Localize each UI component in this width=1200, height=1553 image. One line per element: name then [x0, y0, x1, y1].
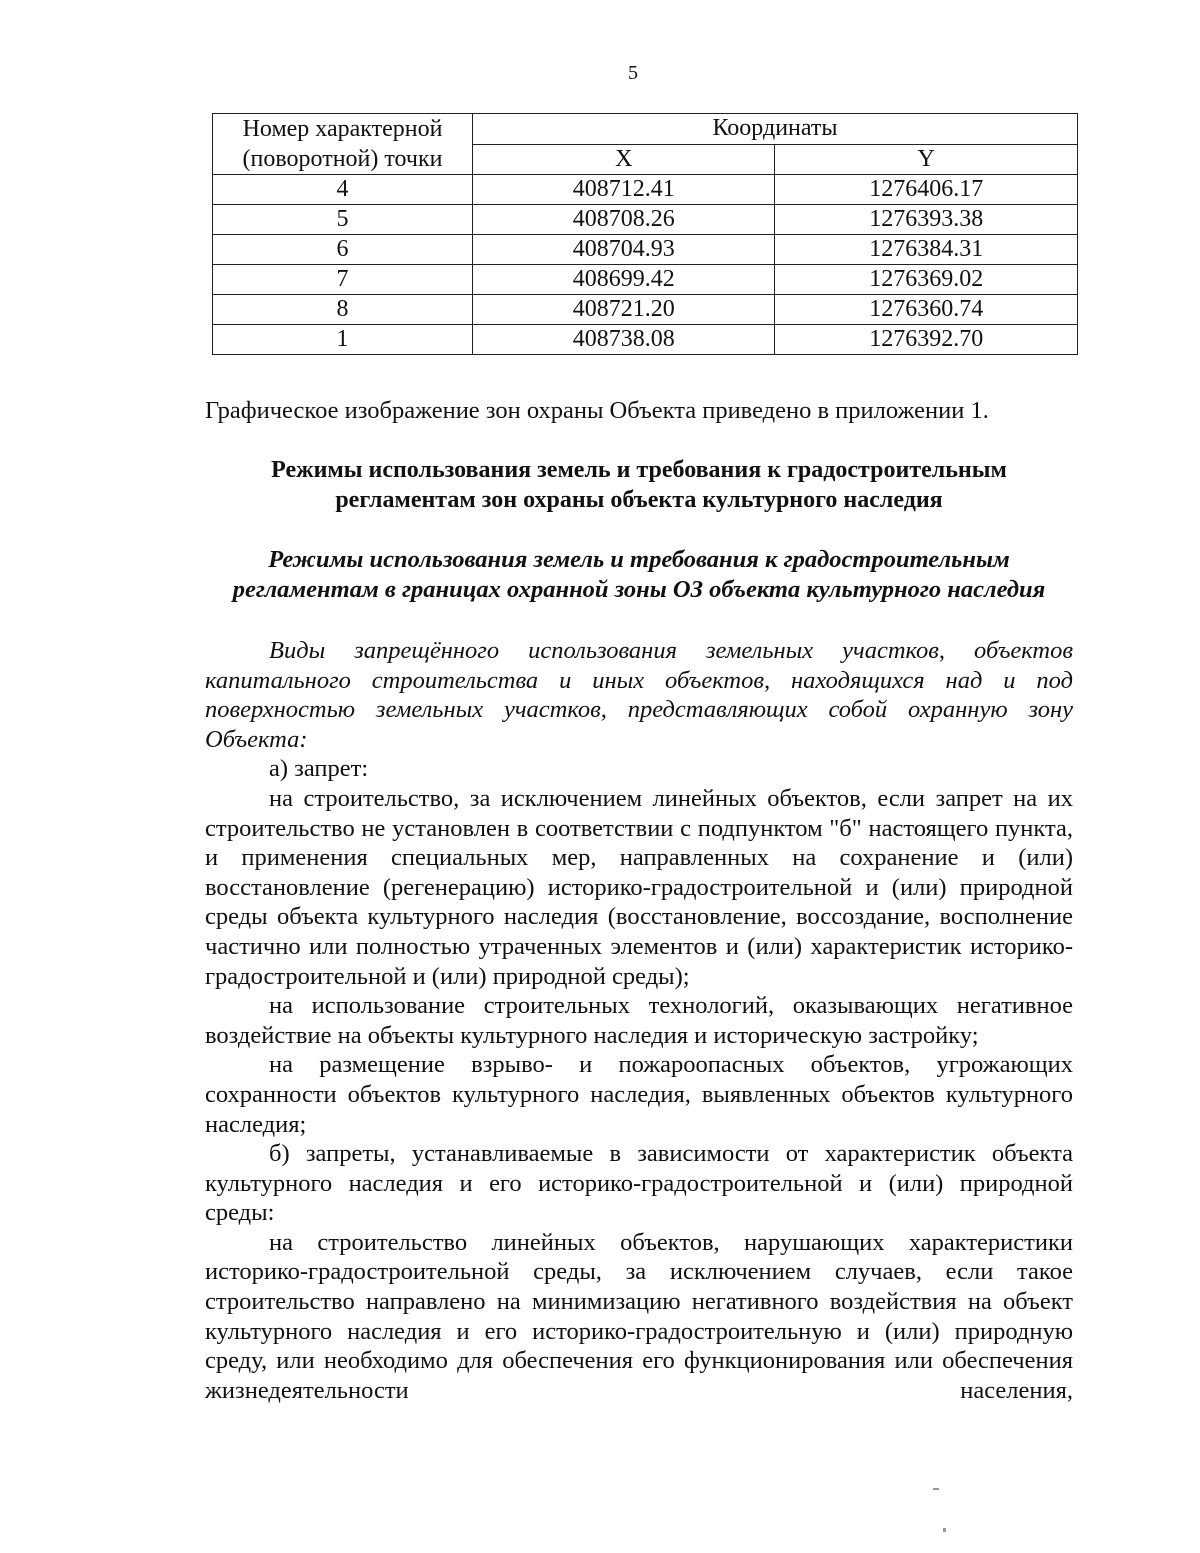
table-row — [213, 175, 1078, 205]
cell-x: 408699.42 — [473, 265, 775, 295]
item-b: б) запреты, устанавливаемые в зависимости от характеристик объекта культурного наследия и его историко-градостроительной и (или) природной среды: — [205, 1140, 1073, 1227]
header-y: Y — [775, 144, 1078, 175]
cell-y: 1276360.74 — [775, 295, 1078, 325]
cell-y: 1276384.31 — [775, 235, 1078, 265]
cell-point: 8 — [213, 295, 473, 325]
heading-main-line2: регламентам зон охраны объекта культурного наследия — [335, 486, 943, 513]
heading-sub-line2: регламентам в границах охранной зоны ОЗ объекта культурного наследия — [232, 576, 1046, 603]
table-row — [213, 235, 1078, 265]
table-header-row — [213, 114, 1078, 145]
heading-main — [205, 456, 1073, 515]
coordinates-table — [212, 113, 1078, 355]
cell-x: 408712.41 — [473, 175, 775, 205]
table-row — [213, 265, 1078, 295]
cell-x: 408704.93 — [473, 235, 775, 265]
graphic-note-block — [205, 396, 1073, 426]
body-text — [205, 636, 1073, 1405]
table-row — [213, 325, 1078, 355]
table-row — [213, 205, 1078, 235]
cell-x: 408738.08 — [473, 325, 775, 355]
cell-point: 5 — [213, 205, 473, 235]
cell-y: 1276406.17 — [775, 175, 1078, 205]
cell-y: 1276369.02 — [775, 265, 1078, 295]
intro-paragraph: Виды запрещённого использования земельных участков, объектов капитального строительства и иных объектов, находящихся над и под поверхностью земельных участков, представляющих собой охранную зону Объекта: — [205, 637, 1073, 753]
heading-sub — [205, 545, 1073, 605]
cell-point: 7 — [213, 265, 473, 295]
cell-point: 1 — [213, 325, 473, 355]
graphic-note: Графическое изображение зон охраны Объекта приведено в приложении 1. — [205, 397, 989, 424]
page-number: 5 — [628, 62, 638, 84]
scan-speck — [933, 1488, 939, 1490]
header-point-line1: Номер характерной — [242, 116, 443, 142]
paragraph-construction-ban: на строительство, за исключением линейных объектов, если запрет на их строительство не установлен в соответствии с подпунктом "б" настоящего пункта, и применения специальных мер, направленных на сохранение и (или) восстановление (регенерацию) историко-градостроительной и (или) природной среды объекта культурного наследия (восстановление, воссоздание, восполнение частично или полностью утраченных элементов и (или) характеристик историко-градостроительной и (или) природной среды); — [205, 784, 1073, 990]
paragraph-linear-objects: на строительство линейных объектов, нарушающих характеристики историко-градостроительной среды, за исключением случаев, если такое строительство направлено на минимизацию негативного воздействия на объект культурного наследия и его историко-градостроительную и (или) природную среду, или необходимо для обеспечения его функционирования или обеспечения жизнедеятельности населения, — [205, 1228, 1073, 1404]
paragraph-hazard-ban: на размещение взрыво- и пожароопасных объектов, угрожающих сохранности объектов культурного наследия, выявленных объектов культурного наследия; — [205, 1051, 1073, 1138]
cell-point: 6 — [213, 235, 473, 265]
paragraph-technologies-ban: на использование строительных технологий, оказывающих негативное воздействие на объекты культурного наследия и историческую застройку; — [205, 992, 1073, 1049]
header-point-line2: (поворотной) точки — [242, 146, 443, 172]
cell-x: 408721.20 — [473, 295, 775, 325]
table-row — [213, 295, 1078, 325]
header-x: X — [473, 144, 775, 175]
item-a: а) запрет: — [269, 755, 369, 783]
cell-point: 4 — [213, 175, 473, 205]
cell-x: 408708.26 — [473, 205, 775, 235]
header-coordinates: Координаты — [473, 114, 1078, 145]
scan-speck — [943, 1528, 946, 1532]
cell-y: 1276392.70 — [775, 325, 1078, 355]
header-point-number — [213, 114, 473, 175]
heading-main-line1: Режимы использования земель и требования к градостроительным — [271, 457, 1007, 483]
cell-y: 1276393.38 — [775, 205, 1078, 235]
heading-sub-line1: Режимы использования земель и требования к градостроительным — [268, 546, 1010, 573]
